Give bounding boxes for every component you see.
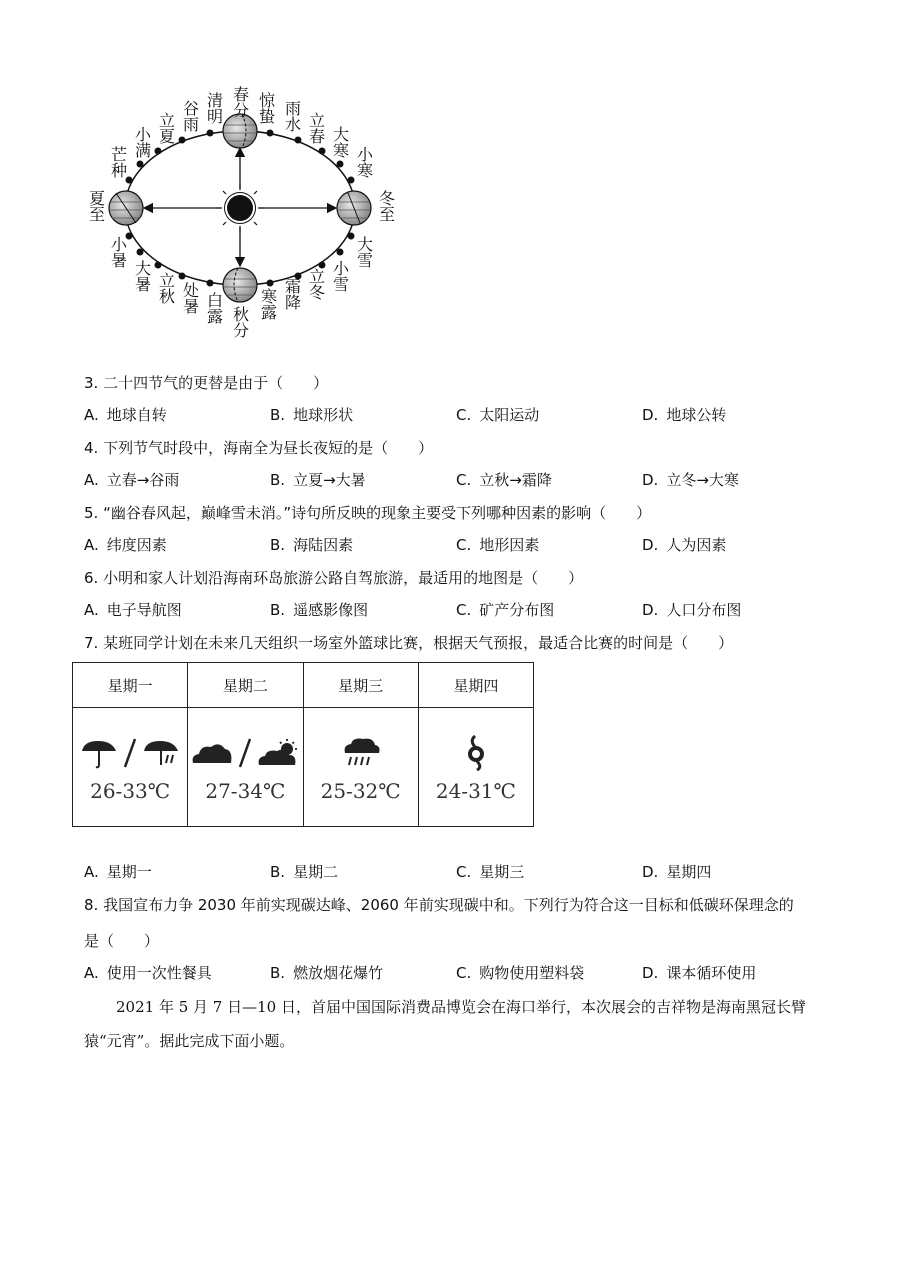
day-header: 星期一 <box>73 663 188 708</box>
option-d[interactable]: D. 课本循环使用 <box>642 964 757 982</box>
overcast-icon <box>189 737 235 769</box>
cloudy-sun-icon <box>255 737 301 769</box>
forecast-cell-tuesday <box>188 708 303 827</box>
reading-passage: 2021 年 5 月 7 日—10 日，首届中国国际消费品博览会在海口举行，本次展会的吉祥物是海南黑冠长臂猿“元宵”。据此完成下面小题。 <box>84 998 806 1050</box>
option-b[interactable]: B. 燃放烟花爆竹 <box>270 964 384 982</box>
option-d[interactable]: D. 人口分布图 <box>642 601 742 619</box>
option-d[interactable]: D. 人为因素 <box>642 536 727 554</box>
option-c[interactable]: C. 立秋→霜降 <box>456 471 552 489</box>
term-guyu: 谷雨 <box>180 100 200 132</box>
term-lichun: 立春 <box>306 112 326 144</box>
option-b[interactable]: B. 地球形状 <box>270 406 354 424</box>
term-dahan: 大寒 <box>330 126 350 158</box>
term-qingming: 清明 <box>204 92 224 124</box>
option-a[interactable]: A. 星期一 <box>84 863 152 881</box>
question-8-options <box>84 962 864 984</box>
question-5-options <box>84 534 864 556</box>
term-lixia: 立夏 <box>156 112 176 144</box>
option-c[interactable]: C. 地形因素 <box>456 536 540 554</box>
earth-icon-bottom <box>223 268 257 302</box>
option-d[interactable]: D. 立冬→大寒 <box>642 471 739 489</box>
question-3: 3. 二十四节气的更替是由于（ ） <box>84 374 329 392</box>
slash-separator <box>122 737 138 769</box>
temperature-range: 27-34℃ <box>205 779 286 803</box>
term-xiaohan: 小寒 <box>354 146 374 178</box>
earth-icon-top <box>223 114 257 148</box>
question-3-options <box>84 404 864 426</box>
question-6-options <box>84 599 864 621</box>
day-header: 星期三 <box>303 663 418 708</box>
temperature-range: 24-31℃ <box>435 779 516 803</box>
temperature-range: 26-33℃ <box>90 779 171 803</box>
term-shuangjiang: 霜降 <box>282 278 302 310</box>
term-xiaoxue: 小雪 <box>330 260 350 292</box>
earth-icon-left <box>109 191 143 225</box>
term-hanlu: 寒露 <box>258 288 278 320</box>
option-b[interactable]: B. 星期二 <box>270 863 339 881</box>
option-b[interactable]: B. 立夏→大暑 <box>270 471 366 489</box>
term-xiaoman: 小满 <box>132 126 152 158</box>
rain-icon <box>78 737 120 769</box>
weather-forecast-table <box>72 662 534 827</box>
forecast-cell-monday <box>73 708 188 827</box>
question-4-options <box>84 469 864 491</box>
question-6: 6. 小明和家人计划沿海南环岛旅游公路自驾旅游，最适用的地图是（ ） <box>84 569 584 587</box>
option-a[interactable]: A. 使用一次性餐具 <box>84 964 212 982</box>
option-a[interactable]: A. 纬度因素 <box>84 536 167 554</box>
question-7: 7. 某班同学计划在未来几天组织一场室外篮球比赛，根据天气预报，最适合比赛的时间是（ ） <box>84 634 734 652</box>
option-c[interactable]: C. 星期三 <box>456 863 525 881</box>
term-jingzhe: 惊蛰 <box>256 92 276 124</box>
slash-separator <box>237 737 253 769</box>
option-a[interactable]: A. 地球自转 <box>84 406 167 424</box>
forecast-cell-wednesday <box>303 708 418 827</box>
question-7-options <box>84 861 864 883</box>
question-4: 4. 下列节气时段中，海南全为昼长夜短的是（ ） <box>84 439 434 457</box>
term-daxue: 大雪 <box>354 236 374 268</box>
term-dashu: 大暑 <box>132 260 152 292</box>
thundershower-icon <box>140 737 182 769</box>
question-8-line-2: 是（ ） <box>84 932 160 950</box>
typhoon-icon <box>461 735 491 771</box>
question-8-line-1: 8. 我国宣布力争 2030 年前实现碳达峰、2060 年前实现碳中和。下列行为符合这一目标和低碳环保理念的 <box>84 896 794 914</box>
sun-icon <box>216 184 264 232</box>
term-dongzhi: 冬至 <box>376 190 396 222</box>
option-d[interactable]: D. 地球公转 <box>642 406 727 424</box>
heavy-rain-icon <box>339 735 383 771</box>
temperature-range: 25-32℃ <box>320 779 401 803</box>
term-mangzhong: 芒种 <box>108 146 128 178</box>
option-a[interactable]: A. 电子导航图 <box>84 601 182 619</box>
term-xiaoshu: 小暑 <box>108 236 128 268</box>
day-header: 星期四 <box>418 663 533 708</box>
question-5: 5. “幽谷春风起，巅峰雪未消。”诗句所反映的现象主要受下列哪种因素的影响（ ） <box>84 504 652 522</box>
term-qiufen: 秋分 <box>230 306 250 338</box>
option-c[interactable]: C. 太阳运动 <box>456 406 540 424</box>
term-lidong: 立冬 <box>306 268 326 300</box>
day-header: 星期二 <box>188 663 303 708</box>
term-chunfen: 春分 <box>230 86 250 118</box>
option-b[interactable]: B. 海陆因素 <box>270 536 354 554</box>
term-liqiu: 立秋 <box>156 272 176 304</box>
forecast-cell-thursday <box>418 708 533 827</box>
option-c[interactable]: C. 矿产分布图 <box>456 601 555 619</box>
solar-terms-diagram <box>72 70 412 360</box>
term-yushui: 雨水 <box>282 100 302 132</box>
term-bailu: 白露 <box>204 292 224 324</box>
option-d[interactable]: D. 星期四 <box>642 863 712 881</box>
term-xiazhi: 夏至 <box>86 190 106 222</box>
term-chushu: 处暑 <box>180 282 200 314</box>
option-a[interactable]: A. 立春→谷雨 <box>84 471 180 489</box>
option-c[interactable]: C. 购物使用塑料袋 <box>456 964 585 982</box>
earth-icon-right <box>337 191 371 225</box>
option-b[interactable]: B. 遥感影像图 <box>270 601 369 619</box>
